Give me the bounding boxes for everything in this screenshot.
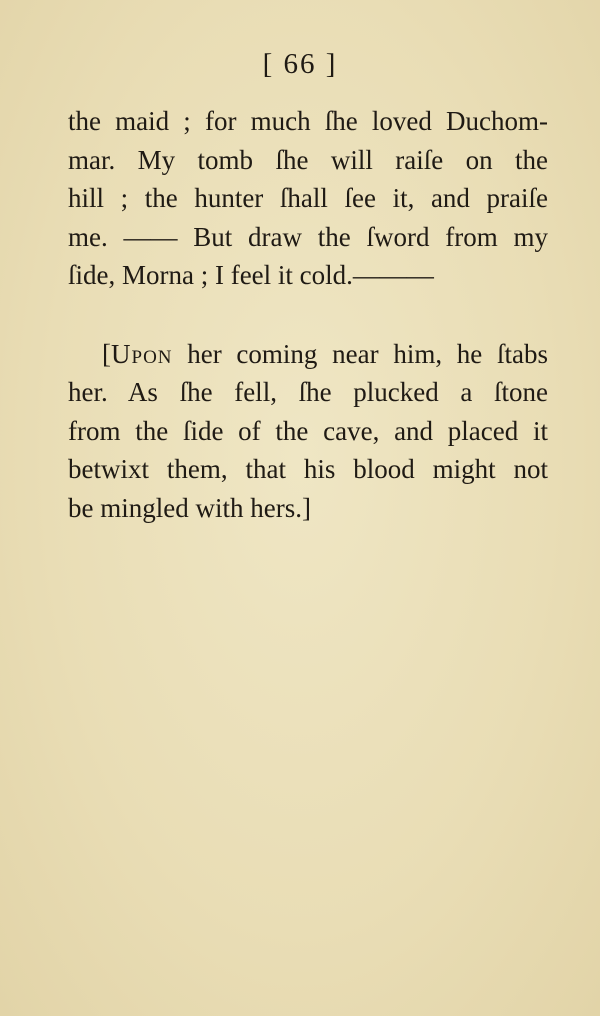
paragraph-gap [68, 295, 548, 335]
text-line: hill ; the hunter ſhall ſee it, and praiſe [68, 183, 548, 213]
text-line: from the ſide of the cave, and placed it [68, 415, 548, 446]
text-line: me. —— But draw the ſword from my [68, 221, 548, 252]
first-line-rest: her coming near him, he ſtabs [172, 338, 548, 369]
text-line: be mingled with hers.] [68, 492, 311, 523]
text-line: ſide, Morna ; I feel it cold.——— [68, 260, 434, 290]
stage-direction-first-line [68, 335, 548, 374]
page-number: [ 66 ] [262, 48, 338, 80]
text-line: her. As ſhe fell, ſhe plucked a ſtone [68, 377, 548, 407]
text-line: mar. My tomb ſhe will raiſe on the [68, 144, 548, 175]
text-line: the maid ; for much ſhe loved Duchom- [68, 106, 548, 136]
open-bracket: [ [102, 338, 111, 369]
text-line: betwixt them, that his blood might not [68, 454, 548, 484]
smallcaps-word: Upon [111, 338, 173, 369]
body-text [68, 102, 548, 527]
